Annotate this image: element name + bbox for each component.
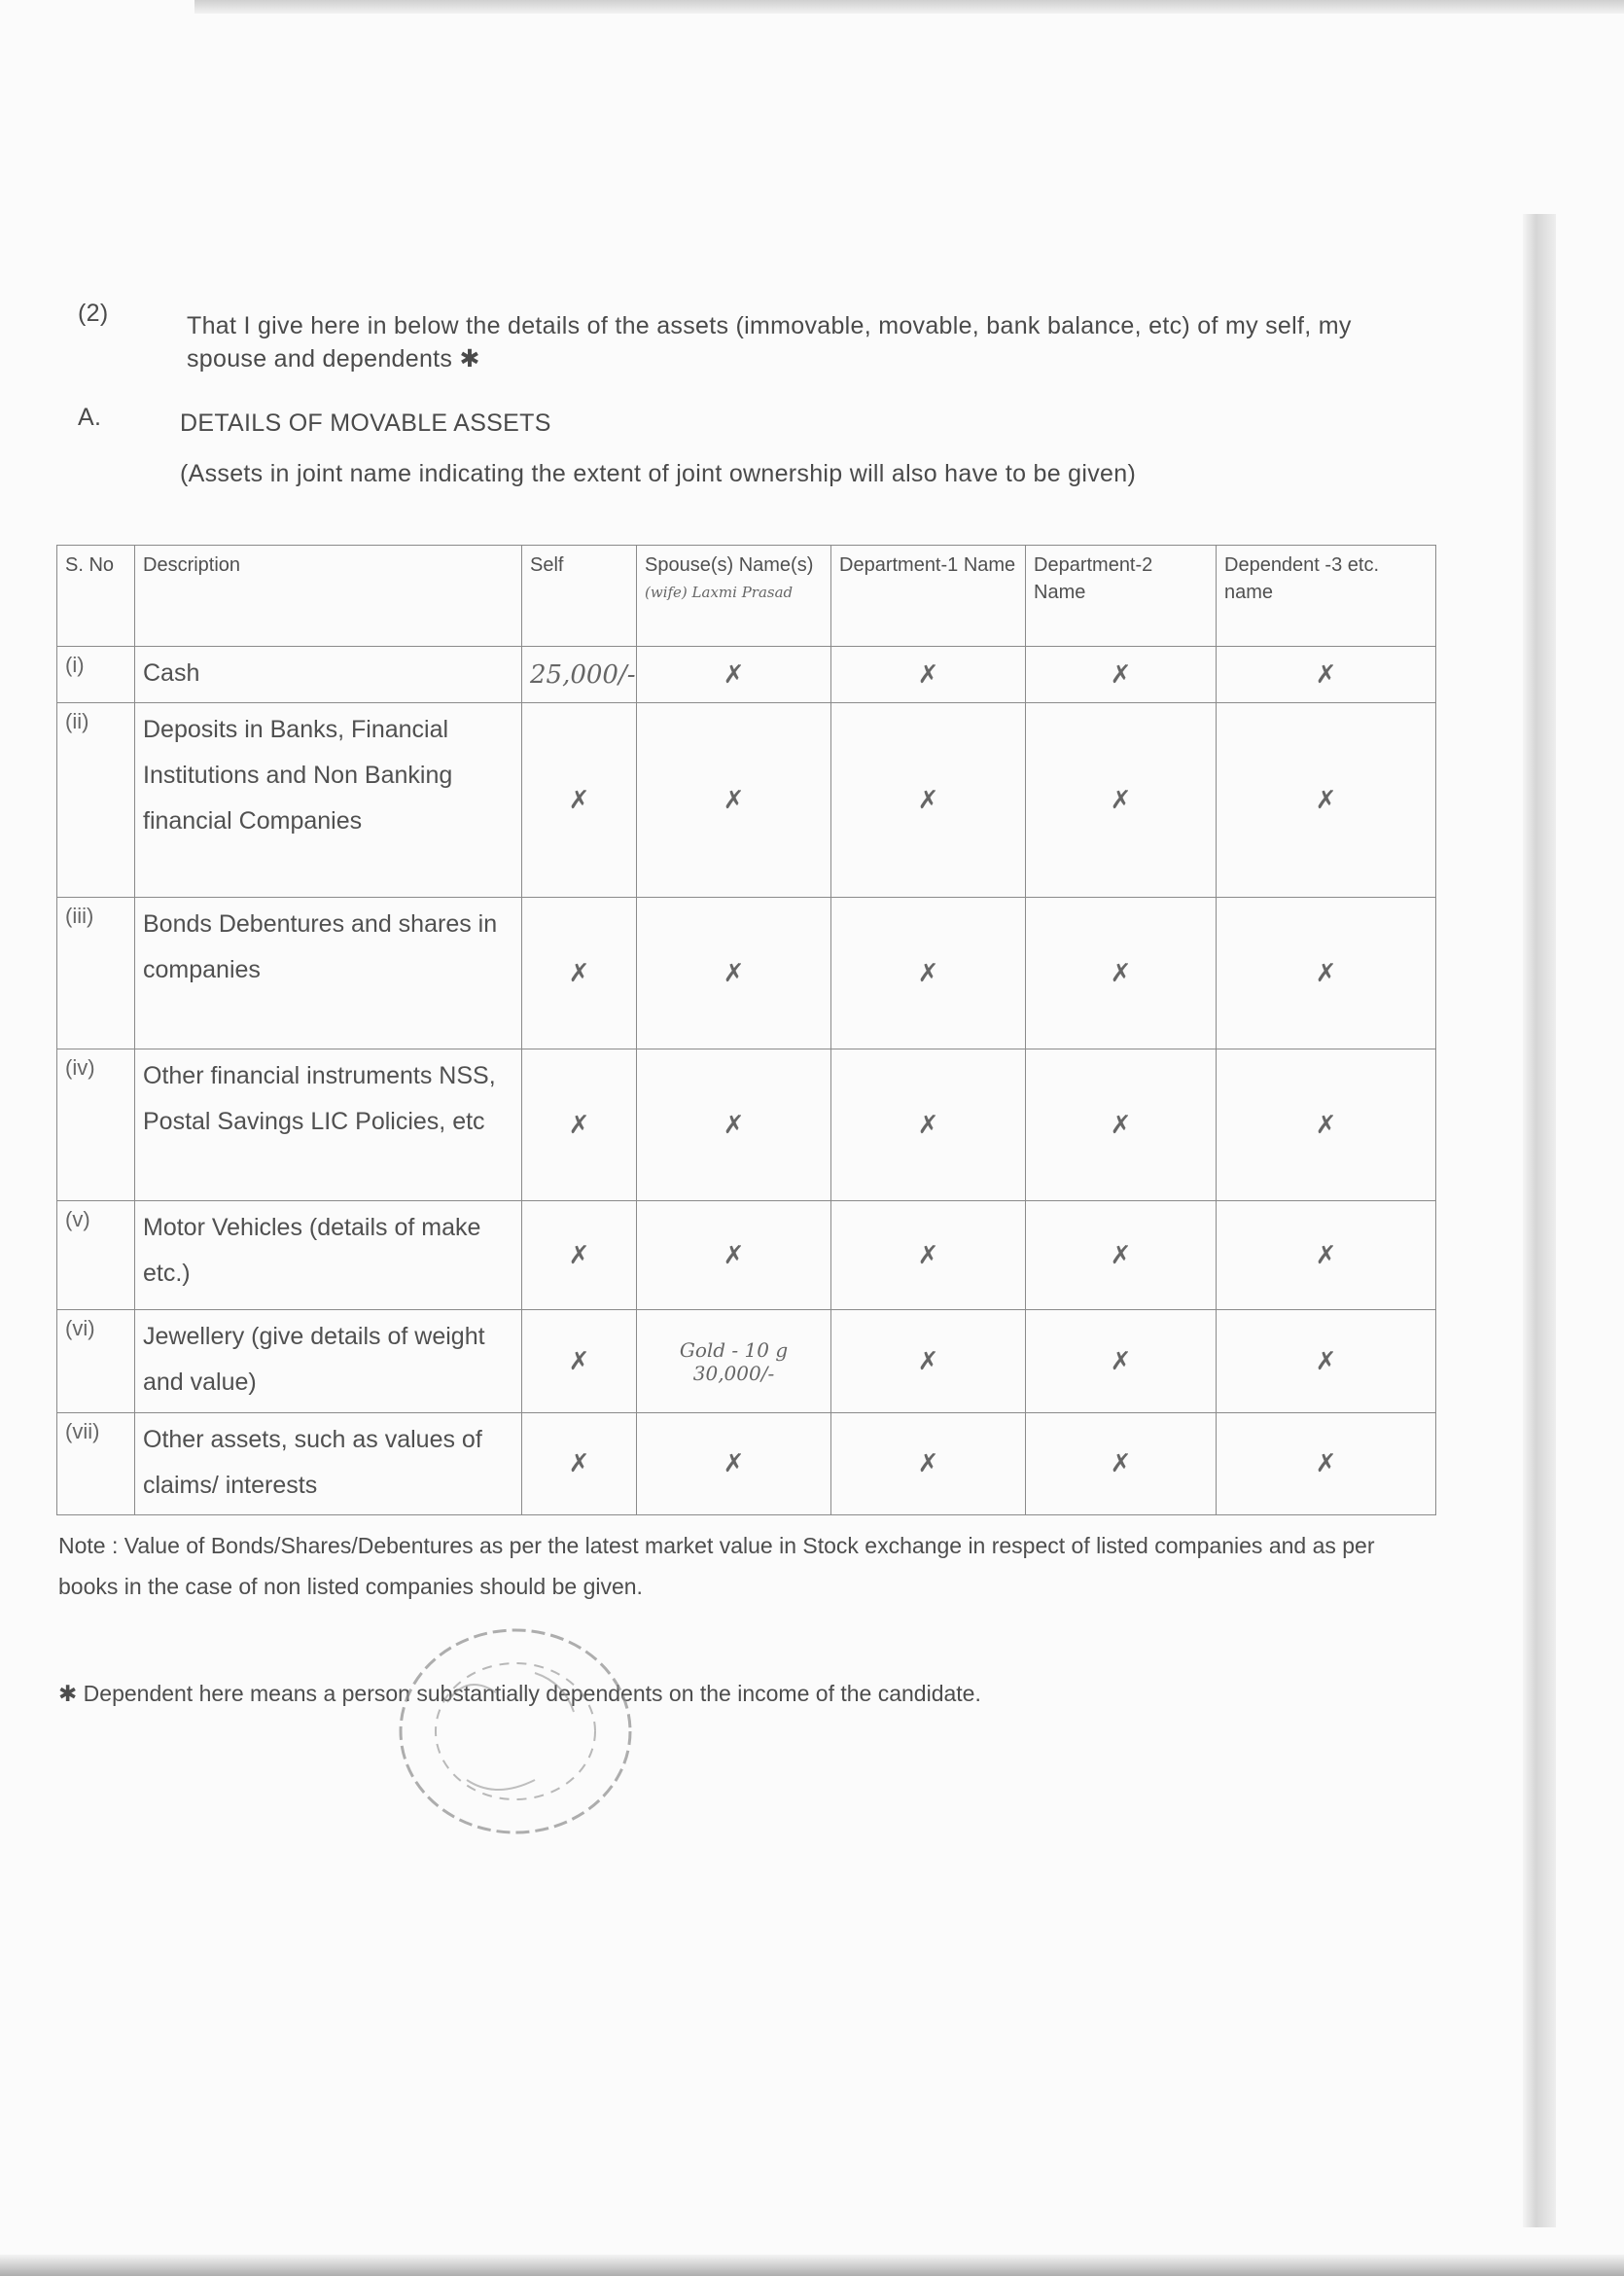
header-sno: S. No — [57, 546, 135, 647]
row-self-value: ✗ — [522, 703, 637, 898]
row-sno: (vii) — [57, 1413, 135, 1515]
row-dep1-value: ✗ — [831, 898, 1026, 1049]
row-dep2-value: ✗ — [1026, 1310, 1217, 1413]
row-dep2-value: ✗ — [1026, 1201, 1217, 1310]
row-self-value: ✗ — [522, 1310, 637, 1413]
table-row — [57, 1413, 1436, 1515]
movable-assets-table — [56, 545, 1436, 1515]
row-description: Deposits in Banks, Financial Institutions and Non Banking financial Companies — [135, 703, 522, 898]
row-dep2-value: ✗ — [1026, 1049, 1217, 1201]
row-sno: (ii) — [57, 703, 135, 898]
row-dep2-value: ✗ — [1026, 1413, 1217, 1515]
row-self-value: ✗ — [522, 1413, 637, 1515]
header-self: Self — [522, 546, 637, 647]
row-description: Bonds Debentures and shares in companies — [135, 898, 522, 1049]
row-dep3-value: ✗ — [1217, 898, 1436, 1049]
row-self-value: ✗ — [522, 1049, 637, 1201]
row-dep3-value: ✗ — [1217, 1413, 1436, 1515]
table-header-row — [57, 546, 1436, 647]
row-dep2-value: ✗ — [1026, 898, 1217, 1049]
table-row — [57, 898, 1436, 1049]
row-sno: (vi) — [57, 1310, 135, 1413]
row-dep1-value: ✗ — [831, 1413, 1026, 1515]
scan-shadow-top — [194, 0, 1624, 14]
row-description: Other assets, such as values of claims/ interests — [135, 1413, 522, 1515]
row-dep2-value: ✗ — [1026, 647, 1217, 703]
clause-number: (2) — [78, 300, 109, 327]
row-dep3-value: ✗ — [1217, 647, 1436, 703]
row-dep3-value: ✗ — [1217, 1201, 1436, 1310]
row-description: Cash — [135, 647, 522, 703]
row-spouse-value: ✗ — [637, 898, 831, 1049]
header-description: Description — [135, 546, 522, 647]
row-dep1-value: ✗ — [831, 1201, 1026, 1310]
clause-text: That I give here in below the details of the assets (immovable, movable, bank balance, etc) of my self, my spouse and dependents ✱ — [187, 312, 1352, 373]
table-row — [57, 1310, 1436, 1413]
row-sno: (iii) — [57, 898, 135, 1049]
row-dep3-value: ✗ — [1217, 1310, 1436, 1413]
row-sno: (iv) — [57, 1049, 135, 1201]
official-seal-stamp — [389, 1615, 642, 1848]
row-self-value: 25,000/- — [522, 647, 637, 703]
scan-shadow-bottom — [0, 2255, 1624, 2276]
row-spouse-value: ✗ — [637, 647, 831, 703]
header-spouse-label: Spouse(s) Name(s) — [645, 554, 814, 576]
table-row — [57, 1201, 1436, 1310]
row-self-value: ✗ — [522, 1201, 637, 1310]
row-dep3-value: ✗ — [1217, 703, 1436, 898]
row-sno: (i) — [57, 647, 135, 703]
section-letter: A. — [78, 404, 102, 431]
table-row — [57, 647, 1436, 703]
header-dep3: Dependent -3 etc. name — [1217, 546, 1436, 647]
header-spouse-handwritten: (wife) Laxmi Prasad — [645, 584, 794, 601]
row-dep1-value: ✗ — [831, 1310, 1026, 1413]
table-row — [57, 1049, 1436, 1201]
header-dep1: Department-1 Name — [831, 546, 1026, 647]
row-sno: (v) — [57, 1201, 135, 1310]
row-spouse-value: ✗ — [637, 1049, 831, 1201]
row-dep1-value: ✗ — [831, 647, 1026, 703]
section-note: (Assets in joint name indicating the extent of joint ownership will also have to be given) — [180, 460, 1137, 487]
row-dep1-value: ✗ — [831, 1049, 1026, 1201]
dependent-footnote: ✱ Dependent here means a person substantially dependents on the income of the candidate. — [58, 1681, 981, 1706]
row-self-value: ✗ — [522, 898, 637, 1049]
row-spouse-value: Gold - 10 g 30,000/- — [637, 1310, 831, 1413]
row-spouse-value: ✗ — [637, 703, 831, 898]
row-dep3-value: ✗ — [1217, 1049, 1436, 1201]
scan-shadow-right — [1523, 214, 1556, 2227]
section-title: DETAILS OF MOVABLE ASSETS — [180, 409, 551, 437]
valuation-note: Note : Value of Bonds/Shares/Debentures as per the latest market value in Stock exchange in respect of listed companies and as per books in the case of non listed companies should be given. — [58, 1533, 1375, 1599]
row-dep2-value: ✗ — [1026, 703, 1217, 898]
table-row — [57, 703, 1436, 898]
row-spouse-value: ✗ — [637, 1201, 831, 1310]
header-spouse — [637, 546, 831, 647]
header-dep2: Department-2 Name — [1026, 546, 1217, 647]
row-dep1-value: ✗ — [831, 703, 1026, 898]
row-spouse-value: ✗ — [637, 1413, 831, 1515]
row-description: Jewellery (give details of weight and value) — [135, 1310, 522, 1413]
row-description: Other financial instruments NSS, Postal Savings LIC Policies, etc — [135, 1049, 522, 1201]
row-description: Motor Vehicles (details of make etc.) — [135, 1201, 522, 1310]
